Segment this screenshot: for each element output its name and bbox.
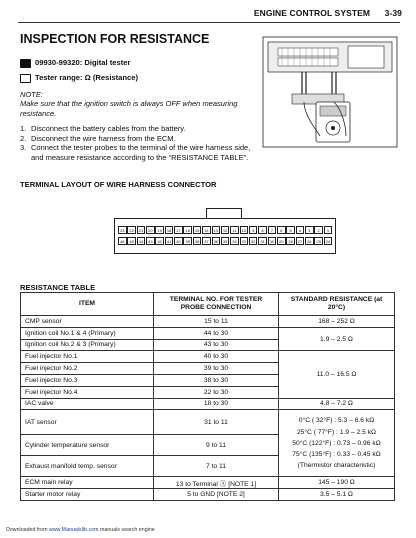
connector-pin-37: 37 — [202, 237, 211, 245]
connector-pin-45: 45 — [127, 237, 136, 245]
tester-range-text: Tester range: Ω (Resistance) — [35, 73, 139, 82]
cell-item: Fuel injector No.3 — [21, 374, 154, 386]
header-rule — [18, 22, 400, 23]
special-tool-line — [20, 58, 130, 68]
procedure-steps — [20, 124, 260, 162]
connector-pin-8: 8 — [258, 226, 267, 234]
col-header-resistance: STANDARD RESISTANCE (at 20°C) — [279, 293, 395, 316]
cell-item: Fuel injector No.2 — [21, 363, 154, 375]
tester-range-line — [20, 73, 138, 83]
connector-pin-46: 46 — [118, 237, 127, 245]
cell-item: Ignition coil No.2 & 3 (Primary) — [21, 339, 154, 351]
wire-harness-connector — [114, 218, 336, 254]
cell-item: IAT sensor — [21, 410, 154, 435]
page-number: 3-39 — [384, 8, 402, 18]
connector-pin-42: 42 — [155, 237, 164, 245]
connector-pin-24: 24 — [324, 237, 333, 245]
cell-resistance: 4.8 – 7.2 Ω — [279, 398, 395, 410]
connector-pin-19: 19 — [155, 226, 164, 234]
cell-item: ECM main relay — [21, 477, 154, 489]
connector-pin-16: 16 — [183, 226, 192, 234]
table-row — [21, 316, 395, 328]
connector-pin-43: 43 — [146, 237, 155, 245]
section-title: ENGINE CONTROL SYSTEM — [253, 8, 371, 18]
special-tool-icon — [20, 59, 31, 68]
connector-pin-10: 10 — [240, 226, 249, 234]
connector-pin-4: 4 — [296, 226, 305, 234]
table-row — [21, 398, 395, 410]
connector-pin-15: 15 — [193, 226, 202, 234]
table-row — [21, 477, 395, 489]
connector-pin-33: 33 — [240, 237, 249, 245]
connector-pin-21: 21 — [137, 226, 146, 234]
note-text: Make sure that the ignition switch is always OFF when measuring resistance. — [20, 99, 238, 118]
page-header — [242, 8, 402, 18]
cell-terminal: 9 to 11 — [154, 435, 279, 456]
cell-resistance: 3.5 – 5.1 Ω — [279, 489, 395, 501]
connector-pin-40: 40 — [174, 237, 183, 245]
table-row — [21, 489, 395, 501]
cell-resistance: 11.0 – 16.5 Ω — [279, 351, 395, 398]
cell-resistance: 1.9 – 2.5 Ω — [279, 327, 395, 351]
cell-terminal: 43 to 30 — [154, 339, 279, 351]
table-row — [21, 327, 395, 339]
cell-terminal: 7 to 11 — [154, 456, 279, 477]
manualslib-link[interactable]: www.Manualslib.com — [49, 527, 99, 533]
cell-item: Ignition coil No.1 & 4 (Primary) — [21, 327, 154, 339]
connector-pin-36: 36 — [212, 237, 221, 245]
cell-terminal: 40 to 30 — [154, 351, 279, 363]
cell-thermistor-characteristic: 0°C ( 32°F) : 5.3 – 6.6 kΩ 25°C ( 77°F) : 1.9 – 2.5 kΩ 50°C (122°F) : 0.73 – 0.96 kΩ 75°C (135°F) : 0.33 – 0.45 kΩ (Thermistor characteristic) — [279, 410, 395, 477]
connector-pin-6: 6 — [277, 226, 286, 234]
cell-terminal: 38 to 30 — [154, 374, 279, 386]
tester-icon — [20, 74, 31, 83]
cell-item: CMP sensor — [21, 316, 154, 328]
table-row — [21, 351, 395, 363]
connector-pin-23: 23 — [118, 226, 127, 234]
cell-terminal: 39 to 30 — [154, 363, 279, 375]
connector-pin-32: 32 — [249, 237, 258, 245]
connector-pin-34: 34 — [230, 237, 239, 245]
step-item: 3. Connect the tester probes to the terminal of the wire harness side, and measure resistance according to the “RESISTANCE TABLE”. — [20, 143, 251, 162]
connector-pin-17: 17 — [174, 226, 183, 234]
connector-pin-39: 39 — [183, 237, 192, 245]
cell-terminal: 15 to 11 — [154, 316, 279, 328]
table-header-row — [21, 293, 395, 316]
connector-pin-28: 28 — [286, 237, 295, 245]
connector-pin-11: 11 — [230, 226, 239, 234]
cell-terminal: 13 to Terminal Ⓐ [NOTE 1] — [154, 477, 279, 489]
cell-item: Exhaust manifold temp. sensor — [21, 456, 154, 477]
connector-pin-29: 29 — [277, 237, 286, 245]
connector-pin-35: 35 — [221, 237, 230, 245]
resistance-table — [20, 292, 395, 501]
cell-resistance: 145 – 190 Ω — [279, 477, 395, 489]
connector-pin-1: 1 — [324, 226, 333, 234]
connector-pin-14: 14 — [202, 226, 211, 234]
connector-pin-20: 20 — [146, 226, 155, 234]
note-label: NOTE: — [20, 90, 43, 99]
cell-terminal: 5 to GND [NOTE 2] — [154, 489, 279, 501]
col-header-item: ITEM — [21, 293, 154, 316]
table-row — [21, 410, 395, 435]
connector-pin-25: 25 — [314, 237, 323, 245]
page-title: INSPECTION FOR RESISTANCE — [20, 32, 210, 46]
cell-resistance: 168 – 252 Ω — [279, 316, 395, 328]
terminal-layout-heading: TERMINAL LAYOUT OF WIRE HARNESS CONNECTOR — [20, 180, 217, 189]
step-item: 2. Disconnect the wire harness from the ECM. — [20, 133, 176, 143]
connector-pin-7: 7 — [268, 226, 277, 234]
connector-pin-27: 27 — [296, 237, 305, 245]
connector-pin-31: 31 — [258, 237, 267, 245]
connector-pin-38: 38 — [193, 237, 202, 245]
step-item: 1. Disconnect the battery cables from the battery. — [20, 124, 186, 133]
connector-pin-13: 13 — [212, 226, 221, 234]
cell-item: Fuel injector No.1 — [21, 351, 154, 363]
cell-terminal: 22 to 30 — [154, 386, 279, 398]
cell-item: Starter motor relay — [21, 489, 154, 501]
cell-terminal: 18 to 30 — [154, 398, 279, 410]
connector-pin-41: 41 — [165, 237, 174, 245]
special-tool-text: 09930-99320: Digital tester — [35, 58, 131, 67]
page-footer: Downloaded from www.Manualslib.com manuals search engine — [6, 527, 155, 533]
connector-pin-22: 22 — [127, 226, 136, 234]
cell-item: IAC valve — [21, 398, 154, 410]
cell-terminal: 44 to 30 — [154, 327, 279, 339]
connector-pin-5: 5 — [286, 226, 295, 234]
col-header-terminal: TERMINAL NO. FOR TESTER PROBE CONNECTION — [154, 293, 279, 316]
connector-pin-9: 9 — [249, 226, 258, 234]
connector-pin-18: 18 — [165, 226, 174, 234]
cell-terminal: 31 to 11 — [154, 410, 279, 435]
resistance-table-heading: RESISTANCE TABLE — [20, 283, 96, 292]
connector-pin-12: 12 — [221, 226, 230, 234]
cell-item: Fuel injector No.4 — [21, 386, 154, 398]
cell-item: Cylinder temperature sensor — [21, 435, 154, 456]
connector-pin-30: 30 — [268, 237, 277, 245]
connector-pin-3: 3 — [305, 226, 314, 234]
connector-pin-2: 2 — [314, 226, 323, 234]
connector-pin-26: 26 — [305, 237, 314, 245]
connector-pin-44: 44 — [137, 237, 146, 245]
ecm-tester-illustration — [262, 36, 398, 148]
